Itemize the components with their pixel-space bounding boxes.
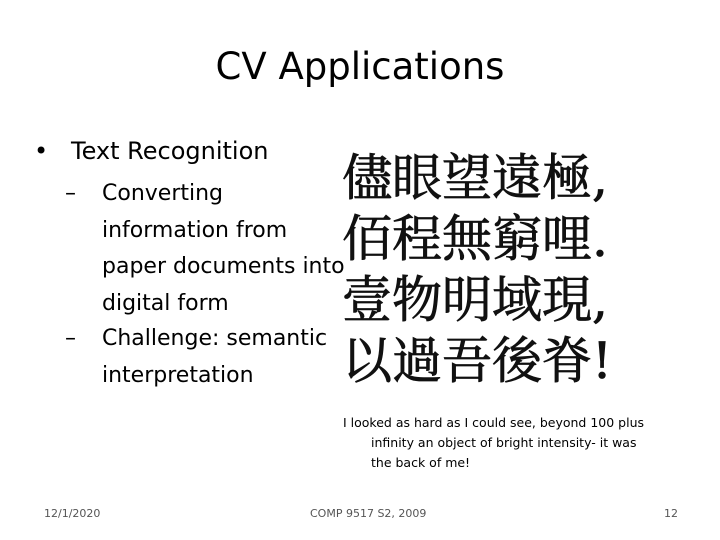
caption	[343, 413, 663, 473]
handwriting-line: 以過吾後脊!	[342, 332, 613, 390]
sub-bullet-line: Converting	[102, 181, 224, 206]
caption-line: infinity an object of bright intensity- it was	[371, 435, 637, 450]
footer-date: 12/1/2020	[44, 507, 101, 520]
handwriting-line: 佰程無窮哩.	[342, 210, 608, 268]
handwriting-line: 壹物明域現,	[342, 271, 608, 329]
caption-line: I looked as hard as I could see, beyond 100 plus	[343, 415, 645, 430]
handwritten-chinese-image	[340, 143, 660, 403]
handwriting-line: 儘眼望遠極,	[342, 149, 608, 207]
sub-bullet-dash: –	[65, 326, 76, 351]
sub-bullet-line: interpretation	[102, 362, 254, 388]
sub-bullet-line: Challenge: semantic	[102, 326, 328, 351]
sub-bullet-line: digital form	[102, 290, 229, 316]
caption-line: the back of me!	[371, 455, 471, 470]
sub-bullet-line: paper documents into	[102, 254, 345, 279]
sub-bullet-dash: –	[65, 181, 76, 206]
bullet-dot: •	[34, 137, 49, 165]
bullet-label: Text Recognition	[71, 137, 269, 165]
footer-page-number: 12	[664, 507, 678, 520]
footer-course: COMP 9517 S2, 2009	[310, 507, 427, 520]
slide-title: CV Applications	[215, 45, 505, 88]
sub-bullet-line: information from	[102, 217, 288, 243]
